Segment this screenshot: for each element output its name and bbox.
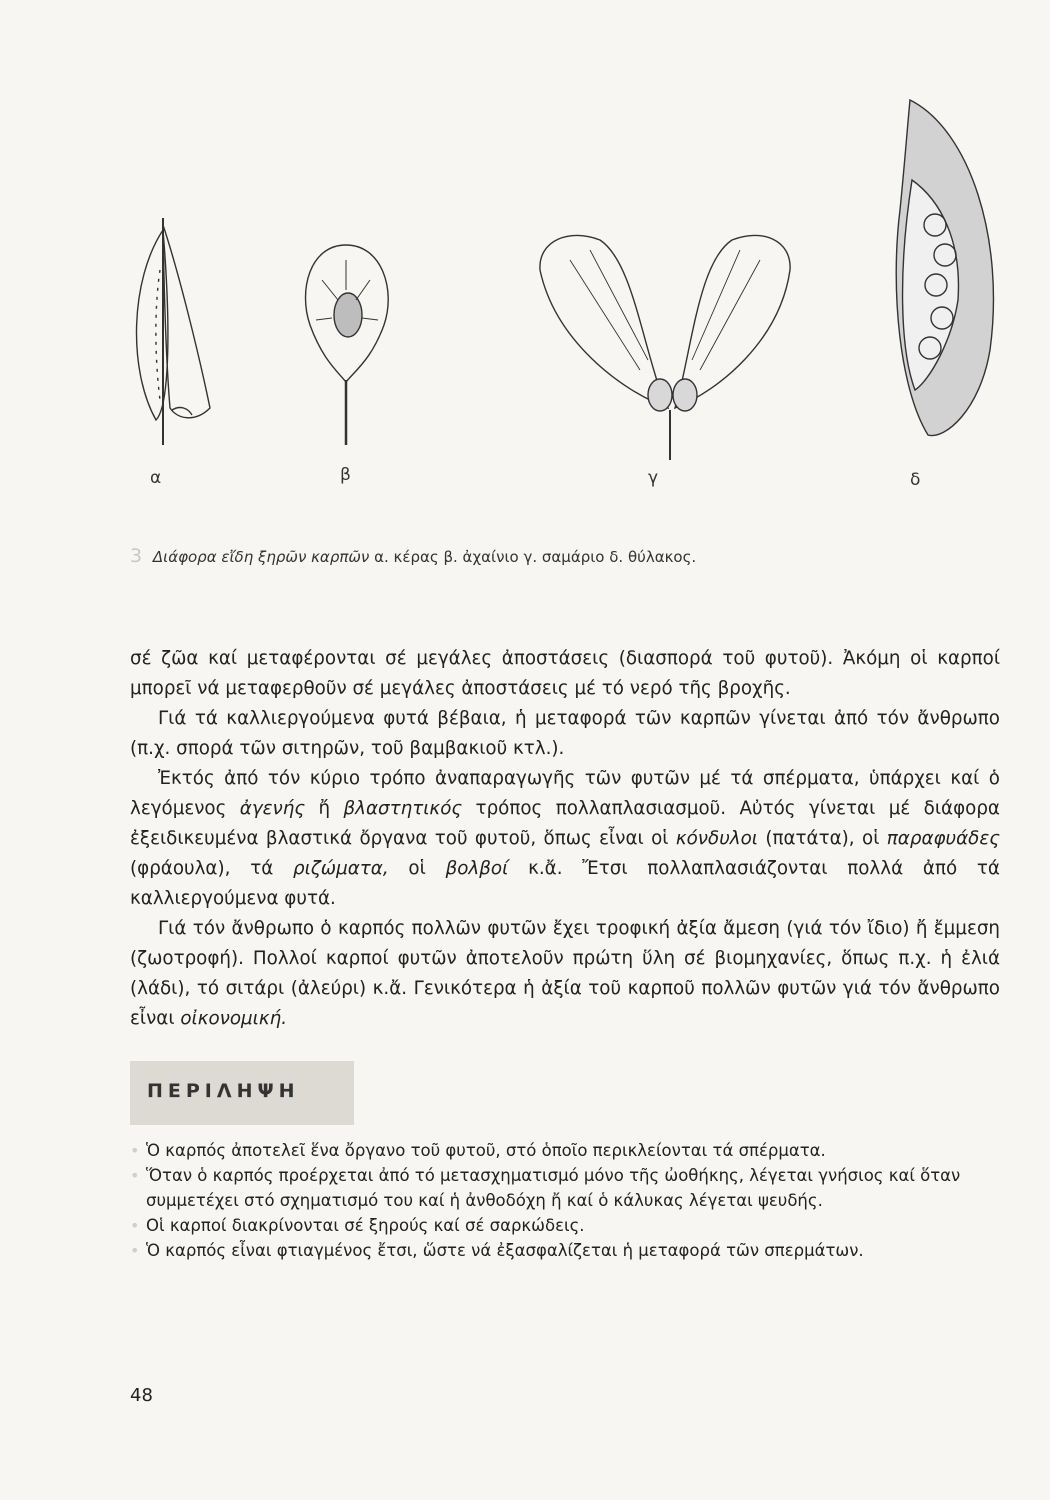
fruit-drawings [100,90,1020,500]
figure-label-b: β [340,465,351,485]
paragraph-1: σέ ζῶα καί μεταφέρονται σέ μεγάλες ἀποστάσεις (διασπορά τοῦ φυτοῦ). Ἀκόμη οἱ καρποί μπορεῖ νά μεταφερθοῦν σέ μεγάλες ἀποστάσεις μέ τό νερό τῆς βροχῆς. [130,648,1000,699]
paragraph-4: Γιά τόν ἄνθρωπο ὁ καρπός πολλῶν φυτῶν ἔχει τροφική ἀξία ἄμεση (γιά τόν ἴδιο) ἤ ἔμμεση (ζωοτροφή). Πολλοί καρποί φυτῶν ἀποτελοῦν πρώτη ὕλη σέ βιομηχανίες, ὅπως π.χ. ἡ ἐλιά (λάδι), τό σιτάρι (ἀλεύρι) κ.ἄ. Γενικότερα ἡ ἀξία τοῦ καρποῦ πολλῶν φυτῶν γιά τόν ἄνθρωπο εἶναι οἰκονομική. [130,918,1000,1029]
bullet-icon: • [130,1216,140,1235]
illustration-a-legume [137,218,210,445]
summary-list [130,1138,1000,1263]
paragraph-3: Ἐκτός ἀπό τόν κύριο τρόπο ἀναπαραγωγῆς τῶν φυτῶν μέ τά σπέρματα, ὑπάρχει καί ὁ λεγόμενος ἀγενής ἤ βλαστητικός τρόπος πολλαπλασιασμοῦ. Αὐτός γίνεται μέ διάφορα ἐξειδικευμένα βλαστικά ὄργανα τοῦ φυτοῦ, ὅπως εἶναι οἱ κόνδυλοι (πατάτα), οἱ παραφυάδες (φράουλα), τά ριζώματα, οἱ βολβοί κ.ἄ. Ἔτσι πολλαπλασιάζονται πολλά ἀπό τά καλλιεργούμενα φυτά. [130,768,1000,909]
summary-item: • Ὅταν ὁ καρπός προέρχεται ἀπό τό μετασχηματισμό μόνο τῆς ὠοθήκης, λέγεται γνήσιος καί ὅταν συμμετέχει στό σχηματισμό του καί ἡ ἀνθοδόχη ἤ καί ὁ κάλυκας λέγεται ψευδής. [130,1163,1000,1213]
bullet-icon: • [130,1166,140,1185]
summary-item: • Ὁ καρπός εἶναι φτιαγμένος ἔτσι, ὥστε νά ἐξασφαλίζεται ἡ μεταφορά τῶν σπερμάτων. [130,1238,1000,1263]
bullet-icon: • [130,1141,140,1160]
summary-item: • Ὁ καρπός ἀποτελεῖ ἕνα ὄργανο τοῦ φυτοῦ, στό ὁποῖο περικλείονται τά σπέρματα. [130,1138,1000,1163]
illustration-c-samara [540,235,790,460]
figure-label-a: α [150,468,162,488]
caption-title: Διάφορα εἴδη ξηρῶν καρπῶν [152,548,370,566]
page-number: 48 [130,1385,153,1406]
bullet-icon: • [130,1241,140,1260]
caption-number: 3 [130,545,143,567]
summary-item: • Οἱ καρποί διακρίνονται σέ ξηρούς καί σέ σαρκώδεις. [130,1213,1000,1238]
figure-label-d: δ [910,470,921,490]
paragraph-2: Γιά τά καλλιεργούμενα φυτά βέβαια, ἡ μεταφορά τῶν καρπῶν γίνεται ἀπό τόν ἄνθρωπο (π.χ. σπορά τῶν σιτηρῶν, τοῦ βαμβακιοῦ κτλ.). [130,708,1000,759]
figure-caption [130,545,696,567]
fruit-illustrations-figure [100,90,1020,500]
illustration-d-follicle [896,100,993,436]
summary-title: ΠΕΡΙΛΗΨΗ [147,1080,300,1102]
figure-label-c: γ [648,468,659,488]
caption-rest: α. κέρας β. ἀχαίνιο γ. σαμάριο δ. θύλακος. [374,548,697,566]
body-text [130,644,1000,1034]
illustration-b-achene [306,245,389,445]
